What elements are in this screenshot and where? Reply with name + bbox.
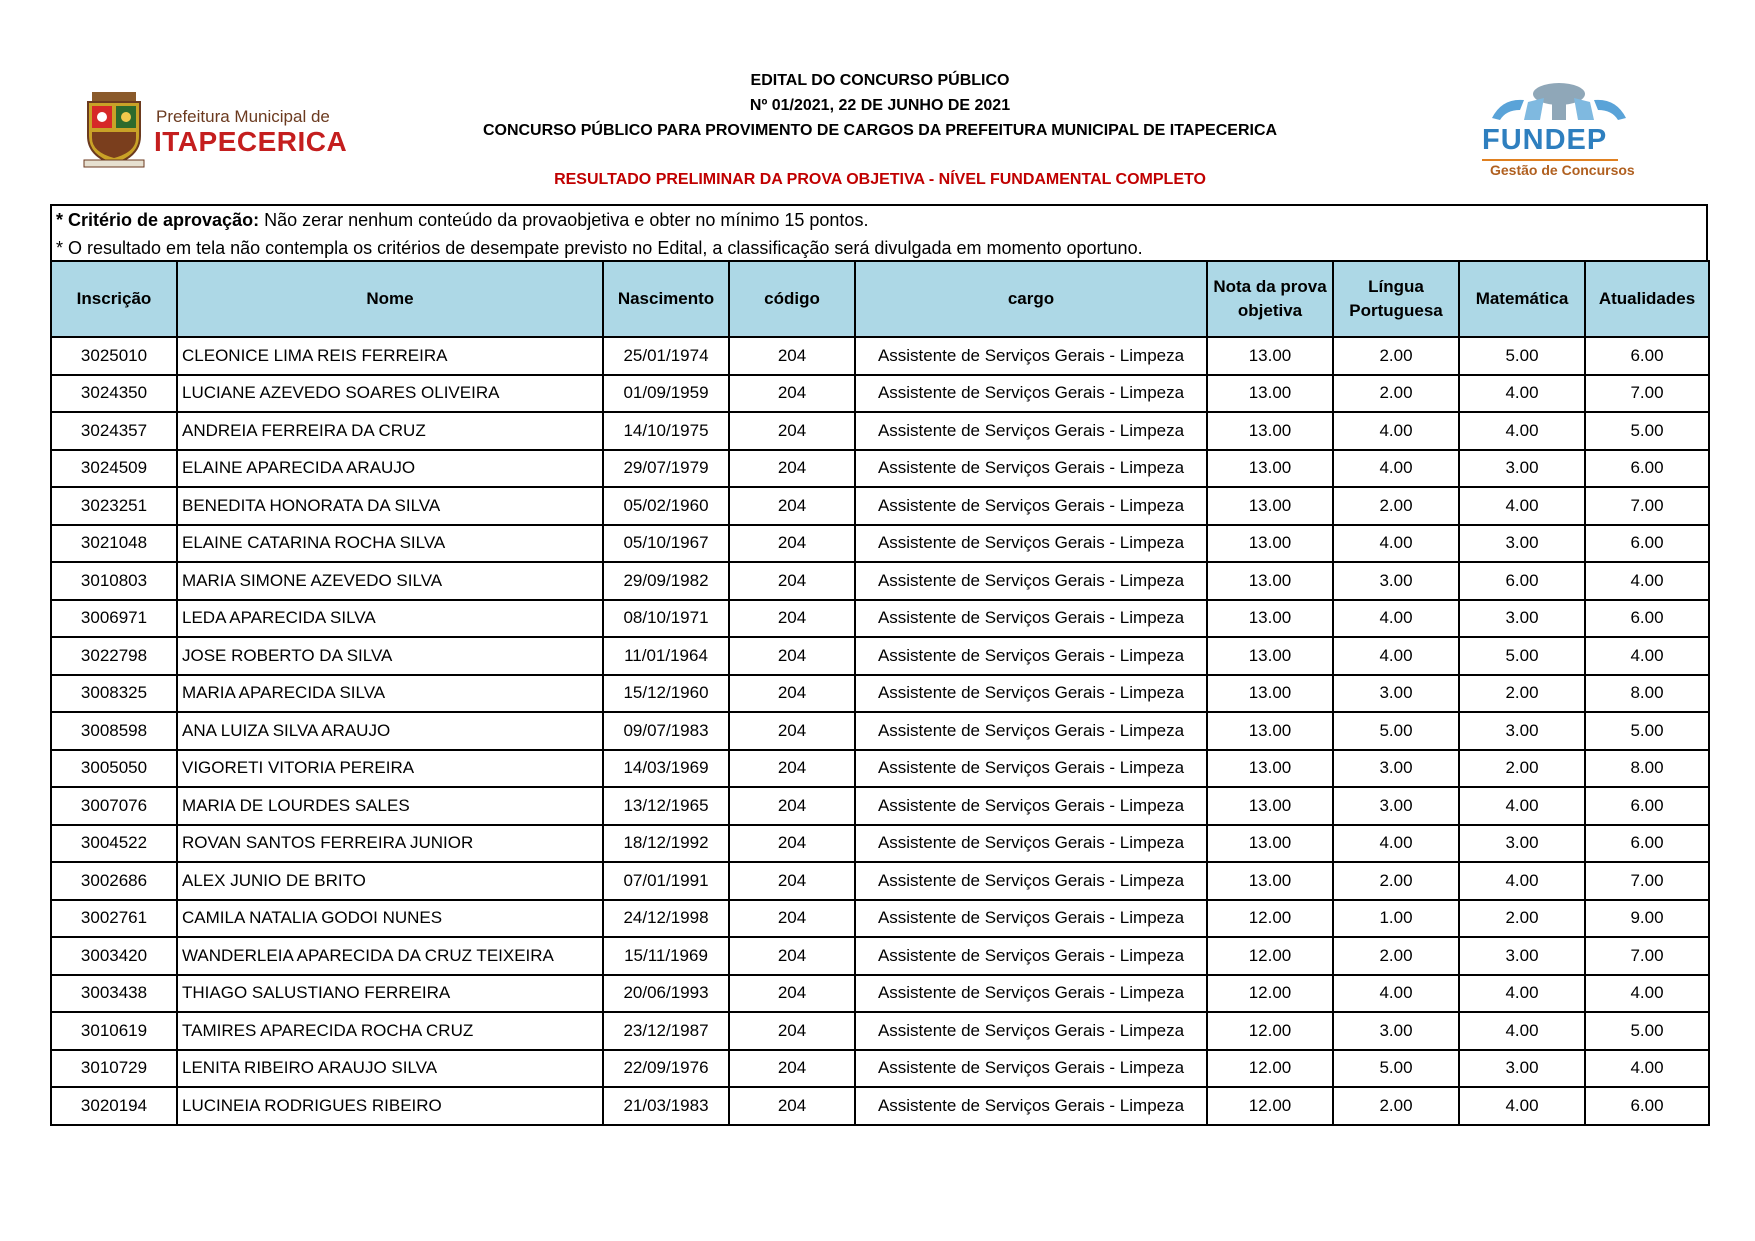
cell-inscricao: 3008598	[51, 712, 177, 750]
cell-nome: MARIA DE LOURDES SALES	[177, 787, 603, 825]
cell-inscricao: 3005050	[51, 750, 177, 788]
cell-cargo: Assistente de Serviços Gerais - Limpeza	[855, 825, 1207, 863]
cell-nascimento: 15/11/1969	[603, 937, 729, 975]
cell-nome: LUCINEIA RODRIGUES RIBEIRO	[177, 1087, 603, 1125]
header-lingua-l1: Língua	[1368, 277, 1424, 296]
cell-atualidades: 7.00	[1585, 487, 1709, 525]
cell-atualidades: 6.00	[1585, 1087, 1709, 1125]
header-atualidades: Atualidades	[1585, 261, 1709, 337]
header-codigo: código	[729, 261, 855, 337]
cell-nome: LUCIANE AZEVEDO SOARES OLIVEIRA	[177, 375, 603, 413]
cell-matematica: 4.00	[1459, 487, 1585, 525]
cell-nome: ROVAN SANTOS FERREIRA JUNIOR	[177, 825, 603, 863]
cell-atualidades: 7.00	[1585, 375, 1709, 413]
cell-nome: MARIA APARECIDA SILVA	[177, 675, 603, 713]
table-row	[51, 1012, 1709, 1050]
prefeitura-logo	[82, 92, 348, 172]
cell-nota: 13.00	[1207, 825, 1333, 863]
cell-lingua: 3.00	[1333, 675, 1459, 713]
cell-matematica: 4.00	[1459, 975, 1585, 1013]
criteria-label: * Critério de aprovação:	[56, 210, 260, 230]
result-subtitle: RESULTADO PRELIMINAR DA PROVA OBJETIVA - NÍVEL FUNDAMENTAL COMPLETO	[554, 171, 1206, 188]
cell-nota: 13.00	[1207, 525, 1333, 563]
cell-nota: 12.00	[1207, 975, 1333, 1013]
cell-nota: 12.00	[1207, 1050, 1333, 1088]
cell-matematica: 3.00	[1459, 600, 1585, 638]
cell-nascimento: 22/09/1976	[603, 1050, 729, 1088]
cell-codigo: 204	[729, 375, 855, 413]
cell-cargo: Assistente de Serviços Gerais - Limpeza	[855, 1087, 1207, 1125]
cell-atualidades: 5.00	[1585, 712, 1709, 750]
cell-cargo: Assistente de Serviços Gerais - Limpeza	[855, 412, 1207, 450]
cell-atualidades: 6.00	[1585, 525, 1709, 563]
cell-nota: 12.00	[1207, 937, 1333, 975]
cell-nome: WANDERLEIA APARECIDA DA CRUZ TEIXEIRA	[177, 937, 603, 975]
cell-cargo: Assistente de Serviços Gerais - Limpeza	[855, 637, 1207, 675]
cell-nascimento: 01/09/1959	[603, 375, 729, 413]
cell-atualidades: 6.00	[1585, 825, 1709, 863]
cell-matematica: 3.00	[1459, 712, 1585, 750]
cell-matematica: 5.00	[1459, 637, 1585, 675]
cell-nota: 13.00	[1207, 375, 1333, 413]
cell-atualidades: 4.00	[1585, 562, 1709, 600]
cell-lingua: 2.00	[1333, 862, 1459, 900]
cell-nascimento: 07/01/1991	[603, 862, 729, 900]
cell-codigo: 204	[729, 825, 855, 863]
table-row	[51, 787, 1709, 825]
cell-codigo: 204	[729, 1050, 855, 1088]
cell-matematica: 4.00	[1459, 1012, 1585, 1050]
cell-atualidades: 4.00	[1585, 637, 1709, 675]
cell-codigo: 204	[729, 975, 855, 1013]
cell-cargo: Assistente de Serviços Gerais - Limpeza	[855, 487, 1207, 525]
cell-lingua: 3.00	[1333, 1012, 1459, 1050]
cell-codigo: 204	[729, 675, 855, 713]
cell-inscricao: 3010729	[51, 1050, 177, 1088]
cell-atualidades: 7.00	[1585, 862, 1709, 900]
cell-nota: 12.00	[1207, 1012, 1333, 1050]
cell-matematica: 4.00	[1459, 375, 1585, 413]
fundep-cloud-icon	[1484, 80, 1634, 126]
cell-nome: ELAINE APARECIDA ARAUJO	[177, 450, 603, 488]
cell-matematica: 3.00	[1459, 450, 1585, 488]
table-row	[51, 562, 1709, 600]
title-line-3: CONCURSO PÚBLICO PARA PROVIMENTO DE CARGOS DA PREFEITURA MUNICIPAL DE ITAPECERICA	[482, 122, 1278, 139]
cell-nota: 13.00	[1207, 487, 1333, 525]
table-row	[51, 675, 1709, 713]
cell-nascimento: 21/03/1983	[603, 1087, 729, 1125]
table-row	[51, 937, 1709, 975]
fundep-divider	[1482, 159, 1618, 161]
cell-inscricao: 3010803	[51, 562, 177, 600]
cell-codigo: 204	[729, 1012, 855, 1050]
cell-cargo: Assistente de Serviços Gerais - Limpeza	[855, 525, 1207, 563]
cell-matematica: 2.00	[1459, 900, 1585, 938]
cell-atualidades: 7.00	[1585, 937, 1709, 975]
cell-codigo: 204	[729, 450, 855, 488]
cell-matematica: 6.00	[1459, 562, 1585, 600]
cell-matematica: 4.00	[1459, 1087, 1585, 1125]
cell-nota: 13.00	[1207, 562, 1333, 600]
cell-lingua: 4.00	[1333, 525, 1459, 563]
itapecerica-crest-icon	[82, 92, 146, 170]
cell-matematica: 4.00	[1459, 787, 1585, 825]
table-row	[51, 975, 1709, 1013]
cell-nascimento: 24/12/1998	[603, 900, 729, 938]
cell-nascimento: 25/01/1974	[603, 337, 729, 375]
cell-nome: CAMILA NATALIA GODOI NUNES	[177, 900, 603, 938]
cell-codigo: 204	[729, 1087, 855, 1125]
cell-lingua: 4.00	[1333, 825, 1459, 863]
cell-lingua: 3.00	[1333, 562, 1459, 600]
table-row	[51, 825, 1709, 863]
cell-matematica: 2.00	[1459, 750, 1585, 788]
cell-nome: ALEX JUNIO DE BRITO	[177, 862, 603, 900]
cell-nascimento: 18/12/1992	[603, 825, 729, 863]
header-nota-l1: Nota da prova	[1213, 277, 1327, 296]
cell-codigo: 204	[729, 750, 855, 788]
table-row	[51, 712, 1709, 750]
table-row	[51, 637, 1709, 675]
table-row	[51, 900, 1709, 938]
cell-matematica: 3.00	[1459, 937, 1585, 975]
header-nascimento: Nascimento	[603, 261, 729, 337]
header-lingua-l2: Portuguesa	[1349, 301, 1443, 320]
table-row	[51, 337, 1709, 375]
cell-nome: BENEDITA HONORATA DA SILVA	[177, 487, 603, 525]
cell-lingua: 5.00	[1333, 712, 1459, 750]
cell-codigo: 204	[729, 900, 855, 938]
cell-matematica: 3.00	[1459, 825, 1585, 863]
table-header-row	[51, 261, 1709, 337]
cell-inscricao: 3007076	[51, 787, 177, 825]
cell-nascimento: 23/12/1987	[603, 1012, 729, 1050]
cell-nome: CLEONICE LIMA REIS FERREIRA	[177, 337, 603, 375]
table-row	[51, 862, 1709, 900]
cell-atualidades: 6.00	[1585, 337, 1709, 375]
cell-nome: MARIA SIMONE AZEVEDO SILVA	[177, 562, 603, 600]
table-row	[51, 750, 1709, 788]
cell-cargo: Assistente de Serviços Gerais - Limpeza	[855, 337, 1207, 375]
cell-cargo: Assistente de Serviços Gerais - Limpeza	[855, 712, 1207, 750]
cell-lingua: 4.00	[1333, 975, 1459, 1013]
cell-nascimento: 08/10/1971	[603, 600, 729, 638]
cell-codigo: 204	[729, 937, 855, 975]
cell-nome: LENITA RIBEIRO ARAUJO SILVA	[177, 1050, 603, 1088]
cell-nascimento: 14/10/1975	[603, 412, 729, 450]
table-row	[51, 1050, 1709, 1088]
header-nota	[1207, 261, 1333, 337]
cell-lingua: 2.00	[1333, 337, 1459, 375]
cell-nascimento: 29/07/1979	[603, 450, 729, 488]
cell-lingua: 5.00	[1333, 1050, 1459, 1088]
cell-inscricao: 3003438	[51, 975, 177, 1013]
cell-codigo: 204	[729, 637, 855, 675]
cell-inscricao: 3002761	[51, 900, 177, 938]
table-row	[51, 412, 1709, 450]
cell-atualidades: 6.00	[1585, 450, 1709, 488]
cell-inscricao: 3024350	[51, 375, 177, 413]
cell-codigo: 204	[729, 487, 855, 525]
cell-cargo: Assistente de Serviços Gerais - Limpeza	[855, 600, 1207, 638]
cell-inscricao: 3024509	[51, 450, 177, 488]
cell-matematica: 3.00	[1459, 1050, 1585, 1088]
cell-nome: LEDA APARECIDA SILVA	[177, 600, 603, 638]
cell-nascimento: 09/07/1983	[603, 712, 729, 750]
cell-codigo: 204	[729, 712, 855, 750]
cell-matematica: 4.00	[1459, 862, 1585, 900]
cell-nome: ANDREIA FERREIRA DA CRUZ	[177, 412, 603, 450]
cell-nome: ANA LUIZA SILVA ARAUJO	[177, 712, 603, 750]
city-name: ITAPECERICA	[154, 126, 348, 157]
cell-lingua: 2.00	[1333, 937, 1459, 975]
cell-atualidades: 4.00	[1585, 1050, 1709, 1088]
cell-inscricao: 3003420	[51, 937, 177, 975]
cell-codigo: 204	[729, 600, 855, 638]
cell-nota: 13.00	[1207, 337, 1333, 375]
cell-nome: TAMIRES APARECIDA ROCHA CRUZ	[177, 1012, 603, 1050]
cell-cargo: Assistente de Serviços Gerais - Limpeza	[855, 750, 1207, 788]
criteria-notes	[50, 204, 1708, 260]
cell-atualidades: 6.00	[1585, 600, 1709, 638]
cell-matematica: 2.00	[1459, 675, 1585, 713]
cell-lingua: 2.00	[1333, 487, 1459, 525]
header-nota-l2: objetiva	[1237, 301, 1303, 320]
results-section	[50, 204, 1708, 1126]
results-table	[50, 260, 1710, 1126]
header-inscricao: Inscrição	[51, 261, 177, 337]
cell-codigo: 204	[729, 412, 855, 450]
cell-nota: 13.00	[1207, 712, 1333, 750]
cell-lingua: 2.00	[1333, 375, 1459, 413]
criteria-line-1	[56, 206, 1706, 234]
criteria-text: Não zerar nenhum conteúdo da provaobjetiva e obter no mínimo 15 pontos.	[259, 210, 869, 230]
cell-codigo: 204	[729, 562, 855, 600]
cell-codigo: 204	[729, 337, 855, 375]
cell-cargo: Assistente de Serviços Gerais - Limpeza	[855, 900, 1207, 938]
cell-codigo: 204	[729, 862, 855, 900]
table-row	[51, 450, 1709, 488]
cell-lingua: 4.00	[1333, 412, 1459, 450]
cell-inscricao: 3008325	[51, 675, 177, 713]
cell-inscricao: 3020194	[51, 1087, 177, 1125]
cell-nome: JOSE ROBERTO DA SILVA	[177, 637, 603, 675]
cell-matematica: 5.00	[1459, 337, 1585, 375]
cell-nota: 13.00	[1207, 862, 1333, 900]
cell-nascimento: 20/06/1993	[603, 975, 729, 1013]
cell-cargo: Assistente de Serviços Gerais - Limpeza	[855, 975, 1207, 1013]
cell-nascimento: 05/02/1960	[603, 487, 729, 525]
criteria-line-2: * O resultado em tela não contempla os critérios de desempate previsto no Edital, a classificação será divulgada em momento oportuno.	[56, 238, 1143, 258]
cell-cargo: Assistente de Serviços Gerais - Limpeza	[855, 375, 1207, 413]
cell-nota: 13.00	[1207, 637, 1333, 675]
cell-nota: 13.00	[1207, 675, 1333, 713]
cell-nota: 13.00	[1207, 787, 1333, 825]
header-lingua	[1333, 261, 1459, 337]
cell-nota: 12.00	[1207, 1087, 1333, 1125]
cell-nascimento: 05/10/1967	[603, 525, 729, 563]
cell-cargo: Assistente de Serviços Gerais - Limpeza	[855, 937, 1207, 975]
cell-cargo: Assistente de Serviços Gerais - Limpeza	[855, 787, 1207, 825]
cell-codigo: 204	[729, 787, 855, 825]
cell-cargo: Assistente de Serviços Gerais - Limpeza	[855, 862, 1207, 900]
cell-atualidades: 8.00	[1585, 750, 1709, 788]
cell-nascimento: 29/09/1982	[603, 562, 729, 600]
cell-nome: VIGORETI VITORIA PEREIRA	[177, 750, 603, 788]
cell-atualidades: 5.00	[1585, 1012, 1709, 1050]
cell-lingua: 4.00	[1333, 450, 1459, 488]
cell-cargo: Assistente de Serviços Gerais - Limpeza	[855, 1012, 1207, 1050]
table-row	[51, 375, 1709, 413]
cell-inscricao: 3004522	[51, 825, 177, 863]
cell-nota: 13.00	[1207, 750, 1333, 788]
cell-lingua: 3.00	[1333, 750, 1459, 788]
cell-lingua: 3.00	[1333, 787, 1459, 825]
cell-cargo: Assistente de Serviços Gerais - Limpeza	[855, 562, 1207, 600]
cell-nota: 13.00	[1207, 600, 1333, 638]
cell-cargo: Assistente de Serviços Gerais - Limpeza	[855, 450, 1207, 488]
cell-atualidades: 5.00	[1585, 412, 1709, 450]
cell-nota: 13.00	[1207, 412, 1333, 450]
cell-cargo: Assistente de Serviços Gerais - Limpeza	[855, 1050, 1207, 1088]
cell-lingua: 2.00	[1333, 1087, 1459, 1125]
cell-atualidades: 8.00	[1585, 675, 1709, 713]
cell-inscricao: 3024357	[51, 412, 177, 450]
cell-nome: ELAINE CATARINA ROCHA SILVA	[177, 525, 603, 563]
cell-atualidades: 4.00	[1585, 975, 1709, 1013]
cell-inscricao: 3023251	[51, 487, 177, 525]
cell-nome: THIAGO SALUSTIANO FERREIRA	[177, 975, 603, 1013]
cell-lingua: 4.00	[1333, 637, 1459, 675]
cell-cargo: Assistente de Serviços Gerais - Limpeza	[855, 675, 1207, 713]
cell-inscricao: 3002686	[51, 862, 177, 900]
header-nome: Nome	[177, 261, 603, 337]
table-row	[51, 525, 1709, 563]
table-body	[51, 337, 1709, 1125]
cell-nota: 13.00	[1207, 450, 1333, 488]
fundep-subtitle: Gestão de Concursos	[1490, 162, 1635, 178]
cell-nascimento: 13/12/1965	[603, 787, 729, 825]
cell-atualidades: 9.00	[1585, 900, 1709, 938]
fundep-logo	[1470, 80, 1640, 180]
table-row	[51, 487, 1709, 525]
table-row	[51, 1087, 1709, 1125]
cell-nascimento: 11/01/1964	[603, 637, 729, 675]
title-line-1: EDITAL DO CONCURSO PÚBLICO	[750, 72, 1010, 89]
cell-inscricao: 3025010	[51, 337, 177, 375]
cell-lingua: 4.00	[1333, 600, 1459, 638]
cell-inscricao: 3022798	[51, 637, 177, 675]
cell-matematica: 4.00	[1459, 412, 1585, 450]
cell-nota: 12.00	[1207, 900, 1333, 938]
cell-inscricao: 3021048	[51, 525, 177, 563]
cell-matematica: 3.00	[1459, 525, 1585, 563]
header-cargo: cargo	[855, 261, 1207, 337]
cell-nascimento: 15/12/1960	[603, 675, 729, 713]
edital-title	[430, 68, 1330, 143]
cell-atualidades: 6.00	[1585, 787, 1709, 825]
prefeitura-label: Prefeitura Municipal de	[156, 107, 330, 126]
title-line-2: Nº 01/2021, 22 DE JUNHO DE 2021	[749, 97, 1011, 114]
table-row	[51, 600, 1709, 638]
document-header	[0, 0, 1755, 200]
fundep-wordmark: FUNDEP	[1482, 124, 1608, 156]
cell-nascimento: 14/03/1969	[603, 750, 729, 788]
cell-inscricao: 3006971	[51, 600, 177, 638]
cell-lingua: 1.00	[1333, 900, 1459, 938]
cell-codigo: 204	[729, 525, 855, 563]
cell-inscricao: 3010619	[51, 1012, 177, 1050]
header-matematica: Matemática	[1459, 261, 1585, 337]
